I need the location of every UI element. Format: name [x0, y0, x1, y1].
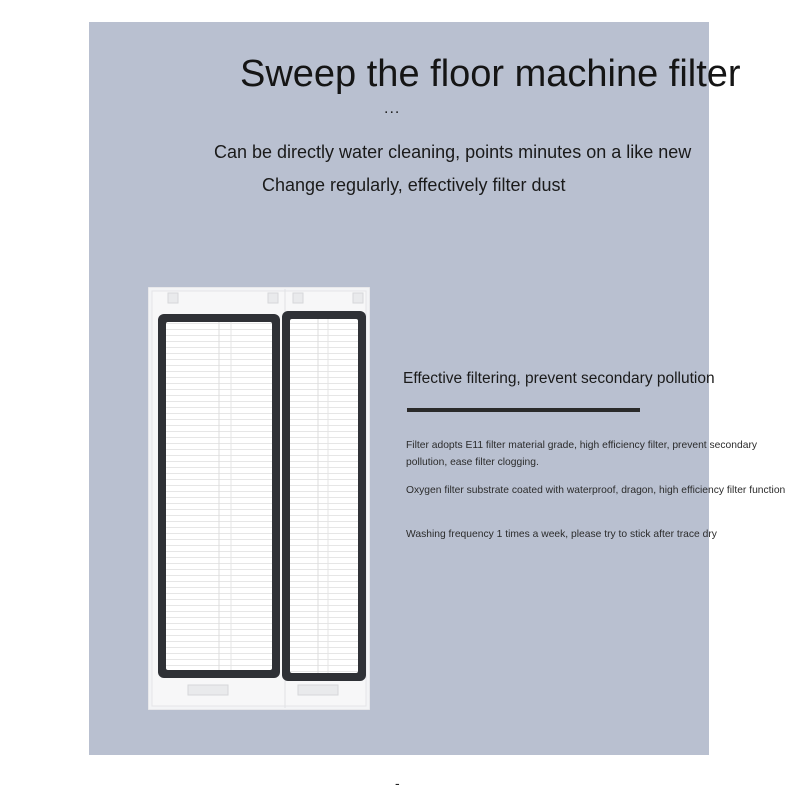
bottom-dash: -: [395, 775, 400, 791]
description-washing: Washing frequency 1 times a week, please try to stick after trace dry: [406, 529, 717, 540]
description-filter-grade: Filter adopts E11 filter material grade, high efficiency filter, prevent secondary pollution, ease filter clogging.: [406, 440, 758, 468]
subtitle-line-2: Change regularly, effectively filter dust: [262, 175, 566, 195]
feature-heading: Effective filtering, prevent secondary pollution: [403, 370, 715, 387]
product-title: Sweep the floor machine filter: [240, 53, 741, 95]
title-ellipsis: ...: [384, 100, 401, 117]
description-substrate: Oxygen filter substrate coated with waterproof, dragon, high efficiency filter function: [406, 485, 786, 496]
filter-product-image: [148, 287, 370, 710]
divider-line: [407, 408, 640, 412]
subtitle-line-1: Can be directly water cleaning, points minutes on a like new: [214, 142, 692, 162]
